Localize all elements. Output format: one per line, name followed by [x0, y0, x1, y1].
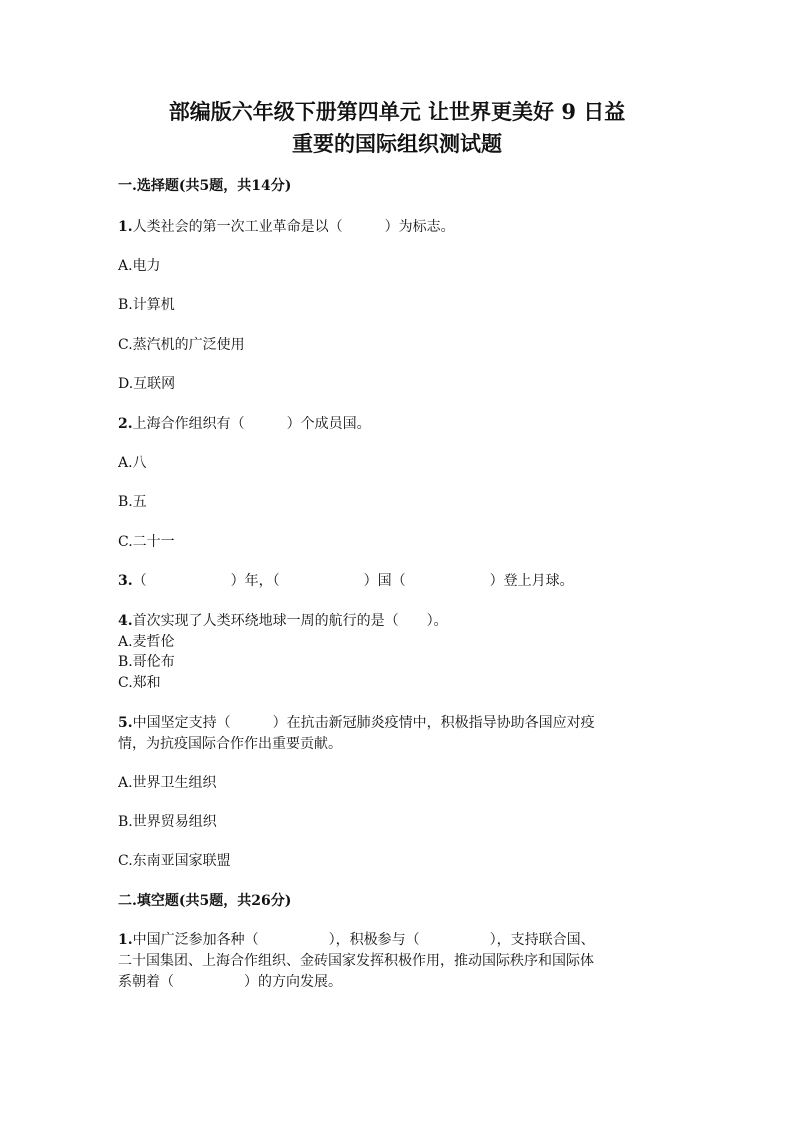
option-item: C.二十一 [118, 534, 175, 550]
section-heading-choice: 一.选择题(共5题，共14分) [118, 178, 292, 194]
question-5-continued: 情，为抗疫国际合作作出重要贡献。 [118, 736, 342, 752]
question-3 [118, 571, 574, 592]
question-number: 1. [118, 219, 133, 235]
option-item: B.世界贸易组织 [118, 814, 217, 830]
question-number: 1. [118, 932, 133, 948]
question-number: 4. [118, 613, 133, 629]
option-item: C.郑和 [118, 675, 161, 691]
option-item: D.互联网 [118, 376, 176, 392]
fill-question-1-line-3: 系朝着（ ）的方向发展。 [118, 974, 342, 990]
question-text: 中国广泛参加各种（ ），积极参与（ ），支持联合国、 [132, 932, 595, 948]
question-4 [118, 611, 448, 632]
option-item: C.东南亚国家联盟 [118, 853, 231, 869]
option-item: A.电力 [118, 258, 161, 274]
title-line-1: 部编版六年级下册第四单元 让世界更美好 9 日益 [168, 99, 626, 124]
option-item: B.计算机 [118, 297, 175, 313]
option-item: B.五 [118, 494, 147, 510]
question-text: 上海合作组织有（ ）个成员国。 [132, 416, 371, 432]
question-text: 首次实现了人类环绕地球一周的航行的是（ ）。 [132, 613, 448, 629]
question-number: 5. [118, 715, 133, 731]
question-text: （ ）年，（ ）国（ ）登上月球。 [132, 573, 574, 589]
question-1 [118, 217, 455, 238]
question-text: 中国坚定支持（ ）在抗击新冠肺炎疫情中，积极指导协助各国应对疫 [132, 715, 595, 731]
option-item: B.哥伦布 [118, 654, 175, 670]
section-heading-fill: 二.填空题(共5题，共26分) [118, 893, 292, 909]
option-item: A.麦哲伦 [118, 634, 175, 650]
document-title [100, 96, 694, 160]
option-item: A.世界卫生组织 [118, 775, 217, 791]
question-text: 人类社会的第一次工业革命是以（ ）为标志。 [132, 219, 455, 235]
question-number: 3. [118, 573, 133, 589]
fill-question-1 [118, 930, 595, 951]
fill-question-1-line-2: 二十国集团、上海合作组织、金砖国家发挥积极作用，推动国际秩序和国际体 [118, 953, 594, 969]
question-number: 2. [118, 416, 133, 432]
title-line-2: 重要的国际组织测试题 [292, 131, 502, 156]
question-5 [118, 713, 595, 734]
option-item: C.蒸汽机的广泛使用 [118, 337, 245, 353]
option-item: A.八 [118, 455, 147, 471]
question-2 [118, 414, 371, 435]
